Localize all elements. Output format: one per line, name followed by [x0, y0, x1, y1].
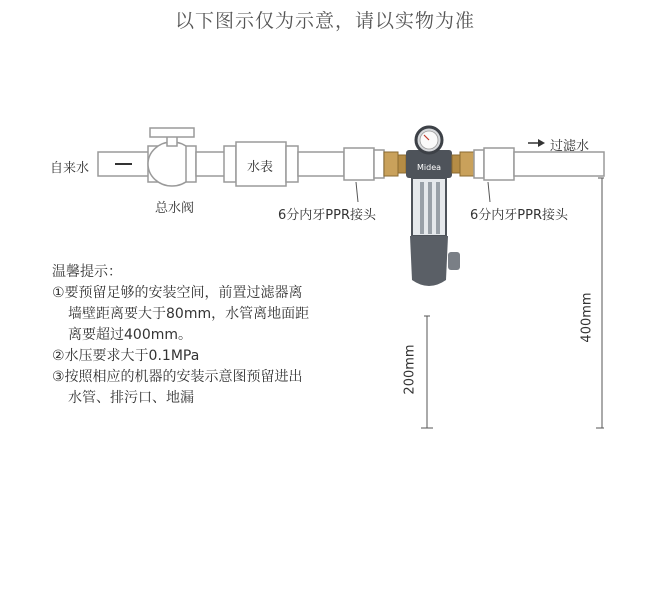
brass-fitting — [452, 155, 460, 173]
dimension-200mm-line — [421, 316, 433, 428]
tip-line: 墙壁距离要大于80mm，水管离地面距 — [68, 306, 310, 322]
main-valve-label: 总水阀 — [155, 201, 195, 216]
dimension-200-label: 200mm — [402, 344, 418, 395]
brass-fitting — [384, 152, 398, 176]
page-title: 以下图示仅为示意，请以实物为准 — [174, 10, 475, 32]
tip-line: 离要超过400mm。 — [68, 327, 192, 343]
brass-fitting — [460, 152, 474, 176]
tips-section — [52, 262, 309, 409]
brass-fitting — [398, 155, 406, 173]
left-ppr-connector — [344, 148, 384, 202]
tip-line: ①要预留足够的安装空间，前置过滤器离 — [52, 285, 303, 301]
outlet-pipe — [514, 152, 604, 176]
dimension-400mm-line — [596, 178, 604, 428]
pipe-segment — [298, 152, 344, 176]
dimension-400-label: 400mm — [579, 292, 595, 343]
outlet-label: 过滤水 — [550, 139, 590, 154]
outlet-flow-arrow-head — [538, 139, 545, 147]
tip-line: ②水压要求大于0.1MPa — [52, 348, 200, 364]
tip-line: 水管、排污口、地漏 — [68, 390, 194, 406]
tips-heading: 温馨提示： — [52, 264, 122, 280]
right-connector-label: 6分内牙PPR接头 — [470, 208, 568, 223]
meter-label: 水表 — [247, 160, 274, 175]
inlet-label: 自来水 — [50, 161, 90, 176]
right-ppr-connector — [474, 148, 514, 202]
prefilter-unit — [406, 127, 460, 286]
tip-line: ③按照相应的机器的安装示意图预留进出 — [52, 369, 303, 385]
main-valve — [148, 128, 196, 186]
left-connector-label: 6分内牙PPR接头 — [278, 208, 376, 223]
brand-logo: Midea — [416, 163, 442, 172]
